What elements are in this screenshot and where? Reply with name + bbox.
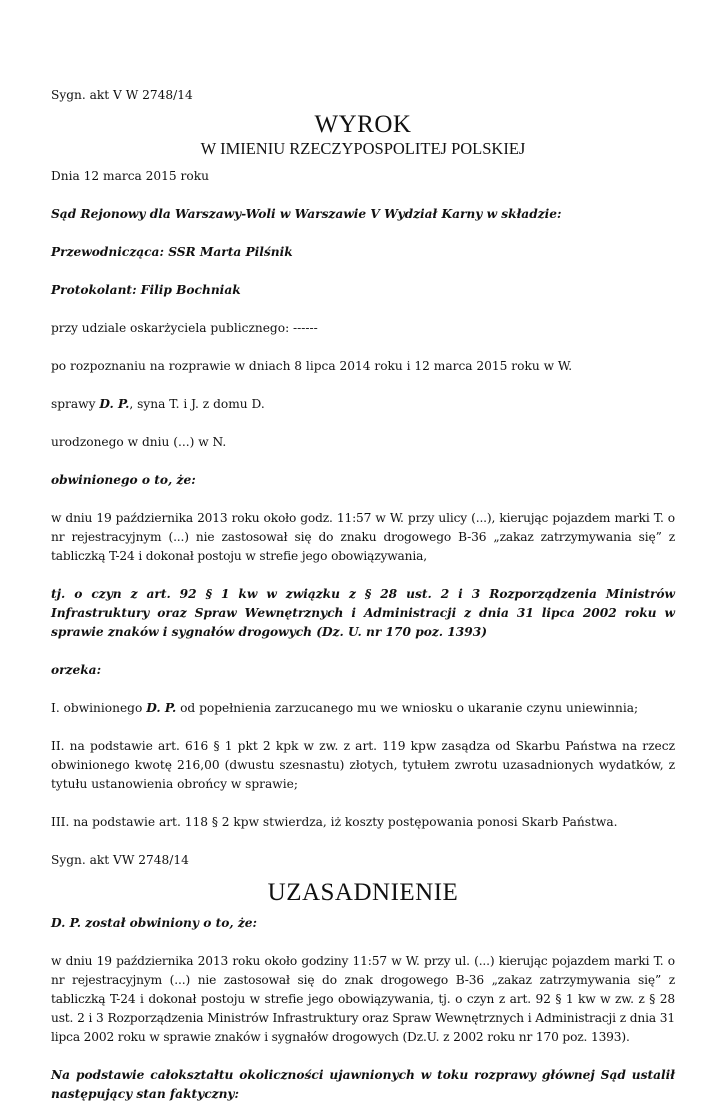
ruling-point-2: II. na podstawie art. 616 § 1 pkt 2 kpk w zw. z art. 119 kpw zasądza od Skarbu Państwa na rzecz obwinionego kwotę 216,00 (dwustu szesnastu) złotych, tytułem zwrotu uzasadnionych wydatków, z tytułu ustanowienia obrońcy w sprawie;	[51, 739, 675, 791]
charge-paragraph: w dniu 19 października 2013 roku około godz. 11:57 w W. przy ulicy (...), kierując pojazdem marki T. o nr rejestracyjnym (...) nie zastosował się do znaku drogowego B-36 „zakaz zatrzymywania się” z tabliczką T-24 i dokonał postoju w strefie jego obowiązywania,	[51, 511, 675, 563]
birth-line: urodzonego w dniu (...) w N.	[51, 435, 227, 449]
facts-heading: Na podstawie całokształtu okoliczności ujawnionych w toku rozprawy głównej Sąd ustalił następujący stan faktyczny:	[51, 1068, 675, 1101]
ruling-point-1	[51, 699, 675, 718]
justification-charge: w dniu 19 października 2013 roku około godziny 11:57 w W. przy ul. (...) kierując pojazdem marki T. o nr rejestracyjnym (...) nie zastosował się do znak drogowego B-36 „zakaz zatrzymywania się” z tabliczką T-24 i dokonał postoju w strefie jego obowiązywania, tj. o czyn z art. 92 § 1 kw w zw. z § 28 ust. 2 i 3 Rozporządzenia Ministrów Infrastruktury oraz Spraw Wewnętrznych i Administracji z dnia 31 lipca 2002 roku w sprawie znaków i sygnałów drogowych (Dz.U. z 2002 roku nr 170 poz. 1393).	[51, 954, 675, 1044]
justification-accused-heading: D. P. został obwiniony o to, że:	[51, 916, 257, 930]
point1-accused-name: D. P.	[146, 701, 177, 715]
case-prefix: sprawy	[51, 397, 100, 411]
justification-signature: Sygn. akt VW 2748/14	[51, 853, 189, 867]
hearing-line: po rozpoznaniu na rozprawie w dniach 8 lipca 2014 roku i 12 marca 2015 roku w W.	[51, 359, 573, 373]
document-page	[51, 86, 675, 1104]
prosecutor-line: przy udziale oskarżyciela publicznego: ------	[51, 321, 318, 335]
ruling-point-3: III. na podstawie art. 118 § 2 kpw stwierdza, iż koszty postępowania ponosi Skarb Państwa.	[51, 815, 618, 829]
point1-suffix: od popełnienia zarzucanego mu we wniosku o ukaranie czynu uniewinnia;	[176, 701, 639, 715]
document-title: WYROK	[314, 111, 412, 138]
document-subtitle: W IMIENIU RZECZYPOSPOLITEJ POLSKIEJ	[200, 139, 526, 158]
case-signature: Sygn. akt V W 2748/14	[51, 88, 193, 102]
rules-heading: orzeka:	[51, 663, 102, 677]
case-suffix: , syna T. i J. z domu D.	[129, 397, 265, 411]
court-composition: Sąd Rejonowy dla Warszawy-Woli w Warszawie V Wydział Karny w składzie:	[51, 207, 562, 221]
court-clerk: Protokolant: Filip Bochniak	[51, 283, 241, 297]
presiding-judge: Przewodnicząca: SSR Marta Pilśnik	[51, 245, 293, 259]
case-line	[51, 395, 675, 414]
legal-basis-paragraph: tj. o czyn z art. 92 § 1 kw w związku z § 28 ust. 2 i 3 Rozporządzenia Ministrów Infrastruktury oraz Spraw Wewnętrznych i Administracji z dnia 31 lipca 2002 roku w sprawie znaków i sygnałów drogowych (Dz. U. nr 170 poz. 1393)	[51, 587, 675, 639]
verdict-date: Dnia 12 marca 2015 roku	[51, 169, 209, 183]
justification-title: UZASADNIENIE	[267, 879, 459, 906]
accused-name: D. P.	[99, 397, 130, 411]
point1-prefix: I. obwinionego	[51, 701, 147, 715]
accused-heading: obwinionego o to, że:	[51, 473, 196, 487]
